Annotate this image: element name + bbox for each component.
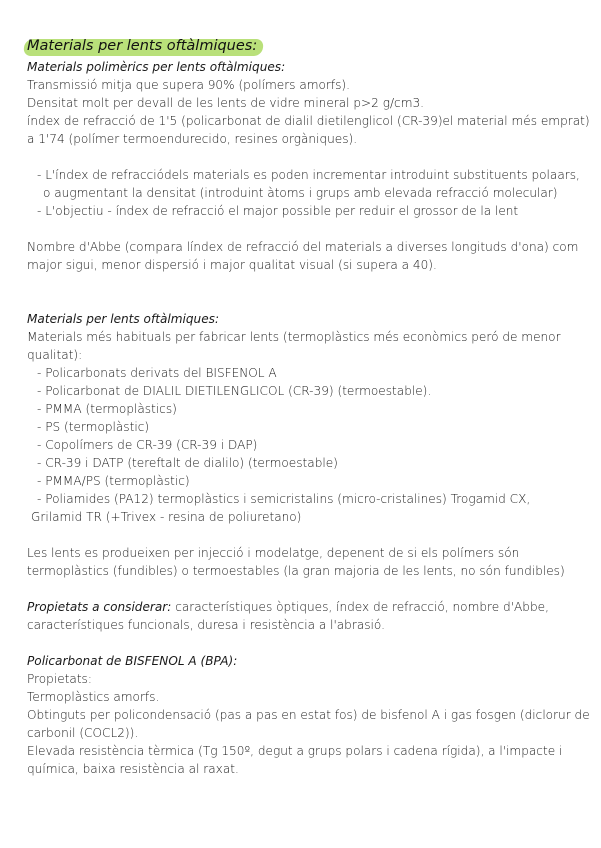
properties-text: característiques òptiques, índex de refracció, nombre d'Abbe, [171,600,549,614]
bullet-item: - L'objectiu - índex de refracció el major possible per reduir el grossor de la lent [37,204,519,218]
bullet-continuation: o augmentant la densitat (introduint àtoms i grups amb elevada refracció molecular) [43,186,558,200]
paragraph-line: carbonil (COCL2)). [27,726,139,740]
list-item: - Poliamides (PA12) termoplàstics i semicristalins (micro-cristalines) Trogamid CX, [37,492,531,506]
page-title: Materials per lents oftàlmiques: [27,38,258,54]
properties-label: Propietats a considerar: [27,600,172,614]
paragraph-line: Transmissió mitja que supera 90% (polímers amorfs). [27,78,350,92]
section-heading: Policarbonat de BISFENOL A (BPA): [27,654,238,668]
list-item: - CR-39 i DATP (tereftalt de dialilo) (termoestable) [37,456,338,470]
paragraph-line: Densitat molt per devall de les lents de vidre mineral p>2 g/cm3. [27,96,425,110]
paragraph-line: termoplàstics (fundibles) o termoestables (la gran majoria de les lents, no són fundibles) [27,564,565,578]
paragraph-line: Obtinguts per policondensació (pas a pas en estat fos) de bisfenol A i gas fosgen (diclorur de [27,708,590,722]
list-item-continuation: Grilamid TR (+Trivex - resina de poliuretano) [31,510,302,524]
paragraph-line: major sigui, menor dispersió i major qualitat visual (si supera a 40). [27,258,437,272]
list-item: - Policarbonat de DIALIL DIETILENGLICOL (CR-39) (termoestable). [37,384,432,398]
paragraph-line: qualitat): [27,348,83,362]
paragraph-line: Elevada resistència tèrmica (Tg 150º, degut a grups polars i cadena rígida), a l'impacte i [27,744,563,758]
paragraph-line: Nombre d'Abbe (compara líndex de refracció del materials a diverses longituds d'ona) com [27,240,579,254]
paragraph-line: índex de refracció de 1'5 (policarbonat de dialil dietilenglicol (CR-39)el material més emprat) [27,114,590,128]
properties-line [27,598,583,616]
bullet-item: - L'índex de refracciódels materials es poden incrementar introduint substituents polaars, [37,168,580,182]
list-item: - Copolímers de CR-39 (CR-39 i DAP) [37,438,258,452]
title-highlight [27,36,257,56]
document-page [27,36,590,778]
section-heading: Materials per lents oftàlmiques: [27,312,220,326]
section-heading: Materials polimèrics per lents oftàlmiques: [27,60,286,74]
paragraph-line: característiques funcionals, duresa i resistència a l'abrasió. [27,618,385,632]
paragraph-line: Termoplàstics amorfs. [27,690,160,704]
paragraph-line: Les lents es produeixen per injecció i modelatge, depenent de si els polímers són [27,546,520,560]
list-item: - PMMA/PS (termoplàstic) [37,474,190,488]
list-item: - PS (termoplàstic) [37,420,150,434]
subheading: Propietats: [27,672,92,686]
list-item: - PMMA (termoplàstics) [37,402,177,416]
paragraph-line: Materials més habituals per fabricar lents (termoplàstics més econòmics peró de menor [27,330,561,344]
paragraph-line: química, baixa resistència al raxat. [27,762,239,776]
list-item: - Policarbonats derivats del BISFENOL A [37,366,277,380]
paragraph-line: a 1'74 (polímer termoendurecido, resines orgàniques). [27,132,358,146]
